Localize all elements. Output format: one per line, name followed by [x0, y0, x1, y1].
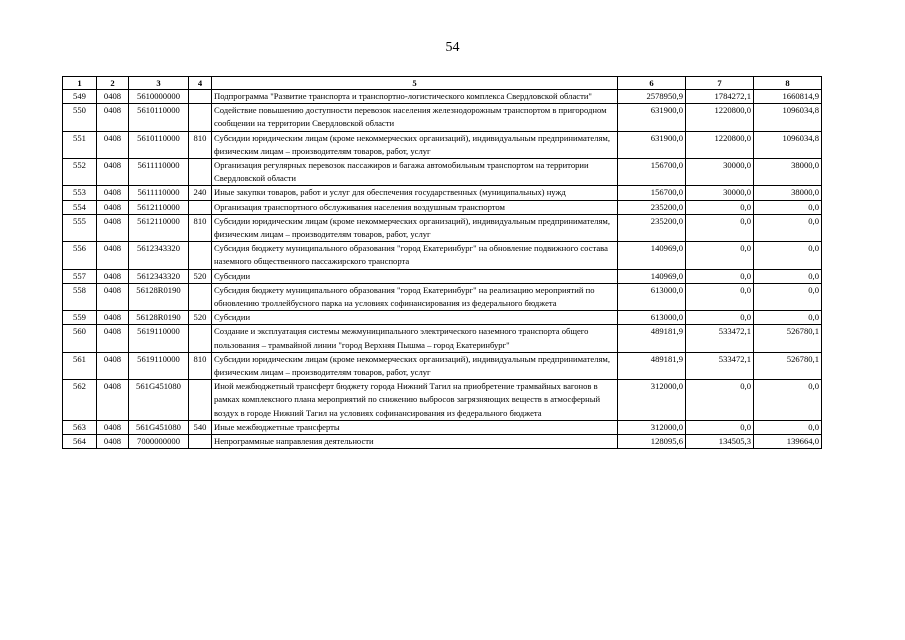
table-row: [63, 214, 822, 241]
section-code: 0408: [97, 186, 129, 200]
header-cell: 8: [754, 77, 822, 90]
row-number: 563: [63, 420, 97, 434]
row-number: 554: [63, 200, 97, 214]
item-name: Содействие повышению доступности перевозок населения железнодорожным транспортом в пригородном сообщении на территории Свердловской области: [212, 104, 618, 131]
header-cell: 5: [212, 77, 618, 90]
row-number: 557: [63, 269, 97, 283]
row-number: 552: [63, 159, 97, 186]
header-cell: 4: [189, 77, 212, 90]
target-article-code: 5612110000: [129, 214, 189, 241]
table-row: [63, 435, 822, 449]
target-article-code: 5612343320: [129, 269, 189, 283]
header-cell: 6: [618, 77, 686, 90]
row-number: 564: [63, 435, 97, 449]
target-article-code: 5611110000: [129, 159, 189, 186]
amount-col7: 0,0: [686, 380, 754, 421]
amount-col6: 489181,9: [618, 352, 686, 379]
table-row: [63, 242, 822, 269]
section-code: 0408: [97, 200, 129, 214]
amount-col6: 613000,0: [618, 311, 686, 325]
amount-col7: 1220800,0: [686, 131, 754, 158]
table-row: [63, 269, 822, 283]
target-article-code: 5619110000: [129, 325, 189, 352]
amount-col7: 0,0: [686, 214, 754, 241]
target-article-code: 561G451080: [129, 420, 189, 434]
amount-col7: 30000,0: [686, 186, 754, 200]
row-number: 562: [63, 380, 97, 421]
amount-col8: 0,0: [754, 269, 822, 283]
section-code: 0408: [97, 269, 129, 283]
amount-col6: 140969,0: [618, 242, 686, 269]
section-code: 0408: [97, 325, 129, 352]
expense-type-code: 810: [189, 131, 212, 158]
amount-col6: 613000,0: [618, 283, 686, 310]
item-name: Иные межбюджетные трансферты: [212, 420, 618, 434]
target-article-code: 5610110000: [129, 104, 189, 131]
expense-type-code: 810: [189, 214, 212, 241]
row-number: 550: [63, 104, 97, 131]
target-article-code: 5611110000: [129, 186, 189, 200]
amount-col6: 140969,0: [618, 269, 686, 283]
amount-col8: 0,0: [754, 242, 822, 269]
amount-col6: 235200,0: [618, 200, 686, 214]
amount-col7: 0,0: [686, 242, 754, 269]
target-article-code: 5612343320: [129, 242, 189, 269]
amount-col8: 0,0: [754, 420, 822, 434]
item-name: Организация транспортного обслуживания населения воздушным транспортом: [212, 200, 618, 214]
amount-col7: 0,0: [686, 269, 754, 283]
amount-col7: 0,0: [686, 420, 754, 434]
amount-col6: 128095,6: [618, 435, 686, 449]
header-cell: 3: [129, 77, 189, 90]
item-name: Субсидия бюджету муниципального образования "город Екатеринбург" на реализацию мероприятий по обновлению троллейбусного парка на условиях софинансирования из федерального бюджета: [212, 283, 618, 310]
item-name: Организация регулярных перевозок пассажиров и багажа автомобильным транспортом на территории Свердловской области: [212, 159, 618, 186]
item-name: Непрограммные направления деятельности: [212, 435, 618, 449]
amount-col8: 0,0: [754, 311, 822, 325]
section-code: 0408: [97, 283, 129, 310]
section-code: 0408: [97, 420, 129, 434]
target-article-code: 56128R0190: [129, 311, 189, 325]
table-row: [63, 311, 822, 325]
amount-col6: 156700,0: [618, 159, 686, 186]
expense-type-code: 810: [189, 352, 212, 379]
expense-type-code: 520: [189, 311, 212, 325]
table-row: [63, 380, 822, 421]
amount-col7: 1220800,0: [686, 104, 754, 131]
table-row: [63, 131, 822, 158]
table-row: [63, 104, 822, 131]
amount-col8: 1096034,8: [754, 131, 822, 158]
section-code: 0408: [97, 435, 129, 449]
section-code: 0408: [97, 159, 129, 186]
item-name: Подпрограмма "Развитие транспорта и транспортно-логистического комплекса Свердловской области": [212, 90, 618, 104]
expense-type-code: [189, 325, 212, 352]
amount-col8: 526780,1: [754, 352, 822, 379]
expense-type-code: [189, 242, 212, 269]
amount-col6: 235200,0: [618, 214, 686, 241]
section-code: 0408: [97, 380, 129, 421]
item-name: Субсидии: [212, 269, 618, 283]
amount-col8: 0,0: [754, 283, 822, 310]
target-article-code: 56128R0190: [129, 283, 189, 310]
section-code: 0408: [97, 242, 129, 269]
expense-type-code: [189, 159, 212, 186]
expense-type-code: [189, 435, 212, 449]
table-row: [63, 200, 822, 214]
page-number: 54: [445, 40, 460, 55]
target-article-code: 5610000000: [129, 90, 189, 104]
amount-col7: 1784272,1: [686, 90, 754, 104]
row-number: 553: [63, 186, 97, 200]
amount-col7: 30000,0: [686, 159, 754, 186]
amount-col6: 631900,0: [618, 104, 686, 131]
amount-col6: 312000,0: [618, 380, 686, 421]
amount-col7: 0,0: [686, 200, 754, 214]
row-number: 551: [63, 131, 97, 158]
amount-col6: 631900,0: [618, 131, 686, 158]
amount-col8: 38000,0: [754, 159, 822, 186]
target-article-code: 561G451080: [129, 380, 189, 421]
section-code: 0408: [97, 311, 129, 325]
table-row: [63, 90, 822, 104]
target-article-code: 5610110000: [129, 131, 189, 158]
section-code: 0408: [97, 131, 129, 158]
item-name: Иные закупки товаров, работ и услуг для обеспечения государственных (муниципальных) нужд: [212, 186, 618, 200]
amount-col7: 533472,1: [686, 325, 754, 352]
amount-col6: 2578950,9: [618, 90, 686, 104]
table-row: [63, 186, 822, 200]
amount-col8: 526780,1: [754, 325, 822, 352]
amount-col8: 139664,0: [754, 435, 822, 449]
item-name: Субсидии юридическим лицам (кроме некоммерческих организаций), индивидуальным предпринимателям, физическим лицам – производителям товаров, работ, услуг: [212, 214, 618, 241]
amount-col6: 156700,0: [618, 186, 686, 200]
section-code: 0408: [97, 90, 129, 104]
row-number: 561: [63, 352, 97, 379]
header-row: [63, 77, 822, 90]
amount-col6: 312000,0: [618, 420, 686, 434]
table-row: [63, 420, 822, 434]
item-name: Иной межбюджетный трансферт бюджету города Нижний Тагил на приобретение трамвайных вагонов в рамках комплексного плана мероприятий по снижению выбросов загрязняющих веществ в атмосферный воздух в городе Нижний Тагил на условиях софинансирования из федерального бюджета: [212, 380, 618, 421]
table-row: [63, 325, 822, 352]
target-article-code: 5612110000: [129, 200, 189, 214]
table-row: [63, 283, 822, 310]
expense-type-code: 240: [189, 186, 212, 200]
row-number: 558: [63, 283, 97, 310]
target-article-code: 5619110000: [129, 352, 189, 379]
expense-type-code: 520: [189, 269, 212, 283]
table-row: [63, 352, 822, 379]
amount-col8: 38000,0: [754, 186, 822, 200]
budget-table: [62, 76, 822, 449]
expense-type-code: [189, 104, 212, 131]
row-number: 559: [63, 311, 97, 325]
amount-col8: 0,0: [754, 214, 822, 241]
amount-col7: 0,0: [686, 311, 754, 325]
row-number: 555: [63, 214, 97, 241]
header-cell: 2: [97, 77, 129, 90]
amount-col8: 0,0: [754, 200, 822, 214]
target-article-code: 7000000000: [129, 435, 189, 449]
header-cell: 7: [686, 77, 754, 90]
item-name: Субсидии юридическим лицам (кроме некоммерческих организаций), индивидуальным предпринимателям, физическим лицам – производителям товаров, работ, услуг: [212, 352, 618, 379]
amount-col7: 0,0: [686, 283, 754, 310]
amount-col8: 0,0: [754, 380, 822, 421]
item-name: Создание и эксплуатация системы межмуниципального электрического наземного транспорта общего пользования – трамвайной линии "город Верхняя Пышма – город Екатеринбург": [212, 325, 618, 352]
row-number: 549: [63, 90, 97, 104]
amount-col6: 489181,9: [618, 325, 686, 352]
header-cell: 1: [63, 77, 97, 90]
item-name: Субсидия бюджету муниципального образования "город Екатеринбург" на обновление подвижного состава наземного общественного пассажирского транспорта: [212, 242, 618, 269]
item-name: Субсидии юридическим лицам (кроме некоммерческих организаций), индивидуальным предпринимателям, физическим лицам – производителям товаров, работ, услуг: [212, 131, 618, 158]
amount-col7: 533472,1: [686, 352, 754, 379]
row-number: 556: [63, 242, 97, 269]
expense-type-code: [189, 380, 212, 421]
amount-col8: 1096034,8: [754, 104, 822, 131]
expense-type-code: 540: [189, 420, 212, 434]
row-number: 560: [63, 325, 97, 352]
expense-type-code: [189, 283, 212, 310]
expense-type-code: [189, 200, 212, 214]
section-code: 0408: [97, 352, 129, 379]
table-row: [63, 159, 822, 186]
expense-type-code: [189, 90, 212, 104]
amount-col8: 1660814,9: [754, 90, 822, 104]
section-code: 0408: [97, 214, 129, 241]
item-name: Субсидии: [212, 311, 618, 325]
section-code: 0408: [97, 104, 129, 131]
amount-col7: 134505,3: [686, 435, 754, 449]
